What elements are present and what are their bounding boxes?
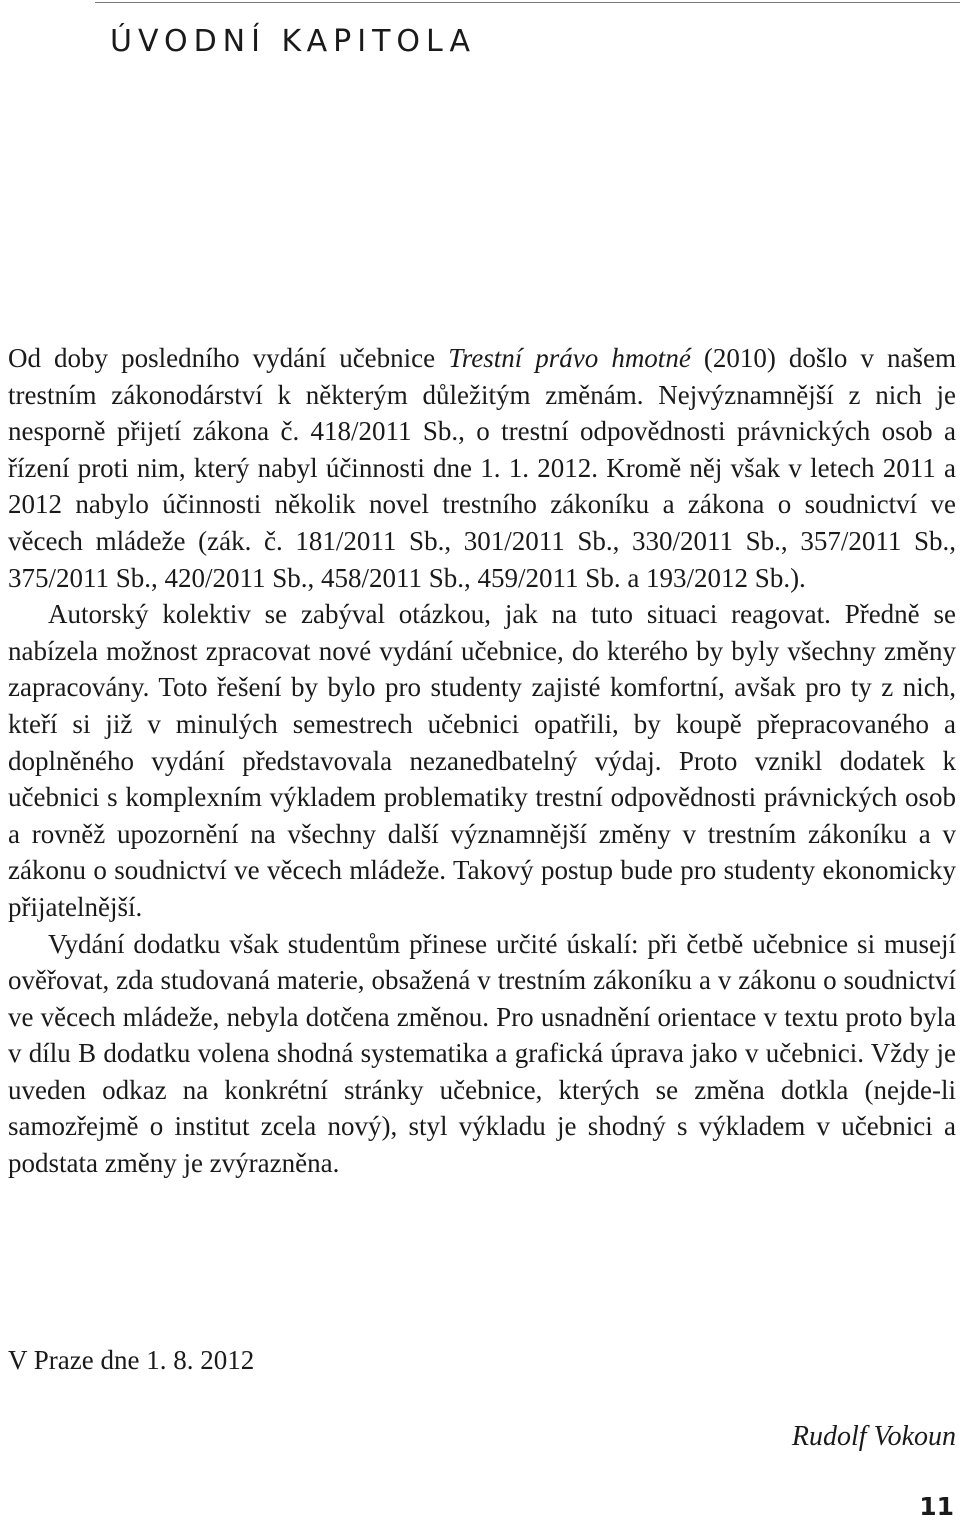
dateline: V Praze dne 1. 8. 2012	[8, 1345, 255, 1375]
header-rule	[95, 2, 960, 3]
paragraph-1-intro: Od doby posledního vydání učebnice	[8, 343, 449, 373]
paragraph-3: Vydání dodatku však studentům přinese určité úskalí: při četbě učebnice si musejí ověřovat, zda studovaná materie, obsažená v trestním zákoníku a v zákonu o soudnictví ve věcech mládeže, nebyla dotčena změnou. Pro usnadnění orientace v textu proto byla v dílu B dodatku volena shodná systematika a grafická úprava jako v učebnici. Vždy je uveden odkaz na konkrétní stránky učebnice, kterých se změna dotkla (nejde-li samozřejmě o institut zcela nový), styl výkladu je shodný s výkladem v učebnici a podstata změny je zvýrazněna.	[8, 928, 956, 1179]
preface-body	[8, 340, 956, 1182]
page-number: 11	[919, 1492, 954, 1521]
paragraph-1-rest: (2010) došlo v našem trestním zákonodárství k některým důležitým změnám. Nejvýznamnější z nich je nesporně přijetí zákona č. 418/2011 Sb., o trestní odpovědnosti právnických osob a řízení proti nim, který nabyl účinnosti dne 1. 1. 2012. Kromě něj však v letech 2011 a 2012 nabylo účinnosti několik novel trestního zákoníku a zákona o soudnictví ve věcech mládeže (zák. č. 181/2011 Sb., 301/2011 Sb., 330/2011 Sb., 357/2011 Sb., 375/2011 Sb., 420/2011 Sb., 458/2011 Sb., 459/2011 Sb. a 193/2012 Sb.).	[8, 343, 956, 593]
author-signature: Rudolf Vokoun	[791, 1421, 956, 1452]
book-title-reference: Trestní právo hmotné	[448, 343, 691, 373]
paragraph-1	[8, 340, 956, 596]
paragraph-2: Autorský kolektiv se zabýval otázkou, jak na tuto situaci reagovat. Předně se nabízela možnost zpracovat nové vydání učebnice, do kterého by byly všechny změny zapracovány. Toto řešení by bylo pro studenty zajisté komfortní, avšak pro ty z nich, kteří si již v minulých semestrech učebnici opatřili, by koupě přepracovaného a doplněného vydání představovala nezanedbatelný výdaj. Proto vznikl dodatek k učebnici s komplexním výkladem problematiky trestní odpovědnosti právnických osob a rovněž upozornění na všechny další významnější změny v trestním zákoníku a v zákonu o soudnictví ve věcech mládeže. Takový postup bude pro studenty ekonomicky přijatelnější.	[8, 599, 956, 922]
chapter-title: ÚVODNÍ KAPITOLA	[110, 24, 476, 59]
